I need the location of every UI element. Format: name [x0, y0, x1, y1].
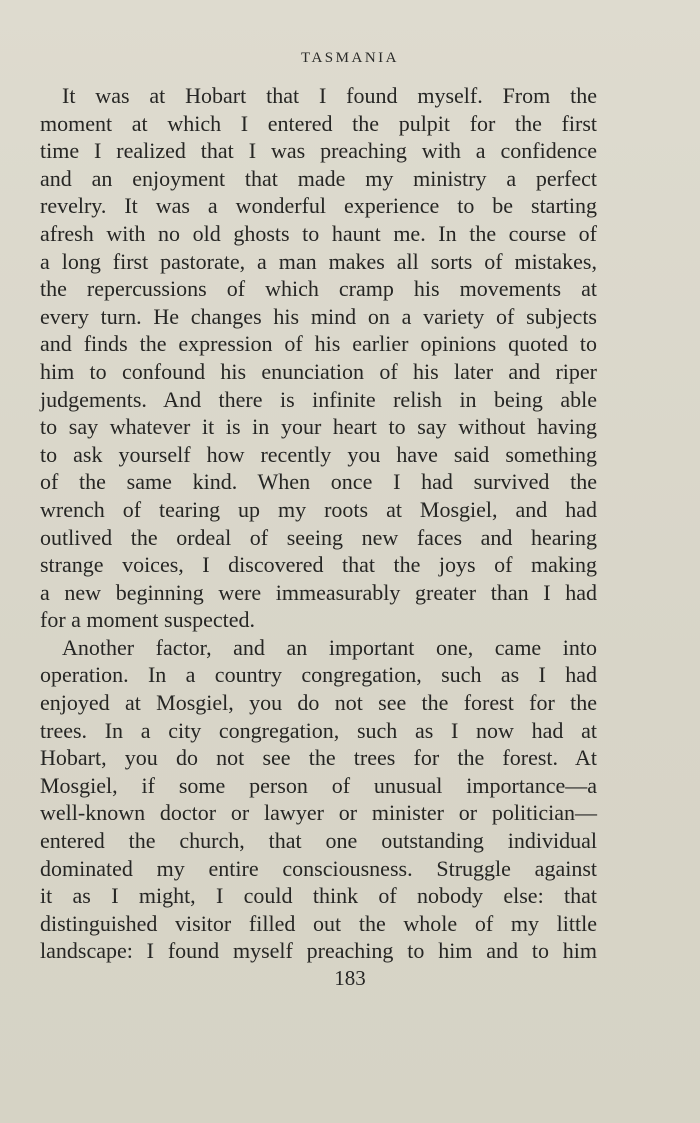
- text-line: dominated my entire consciousness. Struggle against: [40, 855, 597, 881]
- text-line: a new beginning were immeasurably greater than I had: [40, 579, 597, 605]
- text-line: operation. In a country congregation, such as I had: [40, 662, 597, 688]
- text-line: wrench of tearing up my roots at Mosgiel, and had: [40, 496, 597, 522]
- text-line: time I realized that I was preaching with a confidence: [40, 138, 597, 164]
- text-line: the repercussions of which cramp his movements at: [40, 276, 597, 302]
- text-line: well-known doctor or lawyer or minister or politician—: [40, 800, 597, 826]
- text-line: every turn. He changes his mind on a variety of subjects: [40, 303, 597, 329]
- text-line: It was at Hobart that I found myself. From the: [62, 83, 597, 108]
- text-line: to ask yourself how recently you have said something: [40, 441, 597, 467]
- text-line: for a moment suspected.: [40, 607, 256, 633]
- text-line: Another factor, and an important one, came into: [62, 634, 597, 660]
- text-line: a long first pastorate, a man makes all sorts of mistakes,: [40, 248, 597, 274]
- text-line: entered the church, that one outstanding individual: [40, 828, 597, 854]
- text-line: landscape: I found myself preaching to him and to him: [40, 938, 597, 964]
- text-line: trees. In a city congregation, such as I now had at: [40, 717, 597, 743]
- text-line: revelry. It was a wonderful experience to be starting: [40, 193, 597, 219]
- text-line: afresh with no old ghosts to haunt me. In the course of: [40, 220, 597, 246]
- text-line: him to confound his enunciation of his later and riper: [40, 358, 597, 384]
- text-line: it as I might, I could think of nobody else: that: [40, 883, 597, 909]
- text-line: Hobart, you do not see the trees for the forest. At: [40, 745, 597, 771]
- text-line: enjoyed at Mosgiel, you do not see the forest for the: [40, 690, 597, 716]
- text-line: Mosgiel, if some person of unusual importance—a: [40, 772, 597, 798]
- text-line: and an enjoyment that made my ministry a perfect: [40, 165, 597, 191]
- text-line: moment at which I entered the pulpit for the first: [40, 110, 597, 136]
- text-line: and finds the expression of his earlier opinions quoted to: [40, 331, 597, 357]
- text-line: outlived the ordeal of seeing new faces and hearing: [40, 524, 597, 550]
- running-head: TASMANIA: [301, 50, 399, 66]
- text-line: of the same kind. When once I had survived the: [40, 469, 597, 495]
- text-line: strange voices, I discovered that the joys of making: [40, 552, 597, 578]
- text-line: to say whatever it is in your heart to say without having: [40, 414, 597, 440]
- body-text: [40, 82, 597, 965]
- page-number: 183: [334, 966, 366, 990]
- text-line: distinguished visitor filled out the whole of my little: [40, 910, 597, 936]
- text-line: judgements. And there is infinite relish in being able: [40, 386, 597, 412]
